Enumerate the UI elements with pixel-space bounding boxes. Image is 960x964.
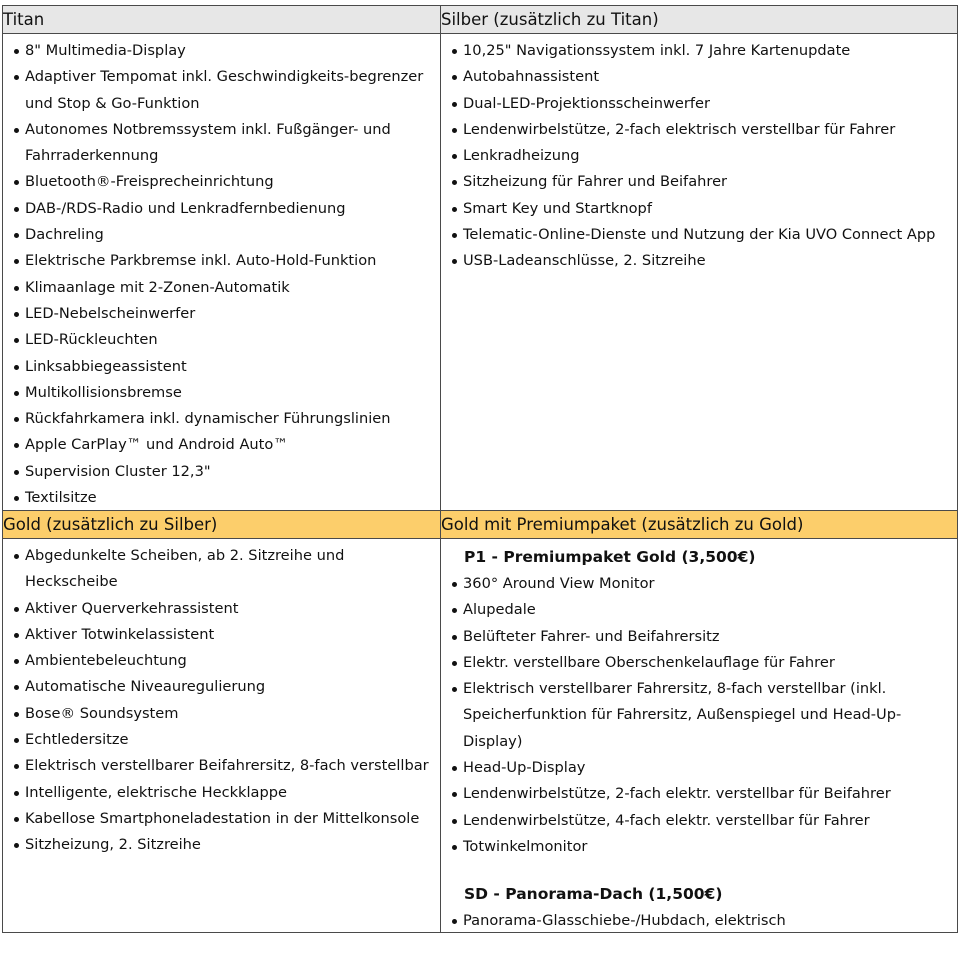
feature-item: Aktiver Totwinkelassistent — [13, 622, 432, 648]
feature-item: Sitzheizung, 2. Sitzreihe — [13, 832, 432, 858]
feature-item: Supervision Cluster 12,3" — [13, 459, 432, 485]
gold-cell — [3, 539, 441, 933]
feature-item: Apple CarPlay™ und Android Auto™ — [13, 432, 432, 458]
feature-item: Abgedunkelte Scheiben, ab 2. Sitzreihe und Heckscheibe — [13, 543, 432, 596]
header-row-bottom — [3, 511, 958, 539]
package-spacer — [451, 860, 949, 880]
feature-item: Elektrisch verstellbarer Beifahrersitz, 8-fach verstellbar — [13, 753, 432, 779]
feature-item: Kabellose Smartphoneladestation in der Mittelkonsole — [13, 806, 432, 832]
feature-item: Dual-LED-Projektionsscheinwerfer — [451, 91, 949, 117]
feature-item: USB-Ladeanschlüsse, 2. Sitzreihe — [451, 248, 949, 274]
feature-item: Alupedale — [451, 597, 949, 623]
feature-item: Linksabbiegeassistent — [13, 354, 432, 380]
titan-header: Titan — [3, 6, 441, 34]
feature-item: Elektrische Parkbremse inkl. Auto-Hold-Funktion — [13, 248, 432, 274]
feature-item: Elektrisch verstellbarer Fahrersitz, 8-fach verstellbar (inkl. Speicherfunktion für Fahrersitz, Außenspiegel und Head-Up-Display) — [451, 676, 949, 755]
feature-item: Lendenwirbelstütze, 4-fach elektr. verstellbar für Fahrer — [451, 808, 949, 834]
silber-feature-list — [451, 38, 949, 275]
feature-item: Autonomes Notbremssystem inkl. Fußgänger- und Fahrraderkennung — [13, 117, 432, 170]
feature-item: 10,25" Navigationssystem inkl. 7 Jahre Kartenupdate — [451, 38, 949, 64]
feature-item: Dachreling — [13, 222, 432, 248]
feature-item: Rückfahrkamera inkl. dynamischer Führungslinien — [13, 406, 432, 432]
feature-item: Totwinkelmonitor — [451, 834, 949, 860]
feature-item: Sitzheizung für Fahrer und Beifahrer — [451, 169, 949, 195]
feature-item: Bluetooth®-Freisprecheinrichtung — [13, 169, 432, 195]
feature-item: Belüfteter Fahrer- und Beifahrersitz — [451, 624, 949, 650]
sd-package-title: SD - Panorama-Dach (1,500€) — [464, 885, 723, 904]
feature-item: Head-Up-Display — [451, 755, 949, 781]
feature-item: Ambientebeleuchtung — [13, 648, 432, 674]
header-row-top — [3, 6, 958, 34]
feature-item: Smart Key und Startknopf — [451, 196, 949, 222]
gold-premium-cell — [441, 539, 958, 933]
feature-item: Elektr. verstellbare Oberschenkelauflage für Fahrer — [451, 650, 949, 676]
feature-item: Klimaanlage mit 2-Zonen-Automatik — [13, 275, 432, 301]
feature-item: Panorama-Glasschiebe-/Hubdach, elektrisch — [451, 908, 949, 934]
feature-item: Telematic-Online-Dienste und Nutzung der Kia UVO Connect App — [451, 222, 949, 248]
feature-item: Lendenwirbelstütze, 2-fach elektrisch verstellbar für Fahrer — [451, 117, 949, 143]
titan-cell — [3, 34, 441, 511]
feature-item: 8" Multimedia-Display — [13, 38, 432, 64]
feature-item: LED-Nebelscheinwerfer — [13, 301, 432, 327]
p1-package-title: P1 - Premiumpaket Gold (3,500€) — [464, 548, 756, 566]
gold-premium-header: Gold mit Premiumpaket (zusätzlich zu Gold) — [441, 511, 958, 539]
feature-item: Textilsitze — [13, 485, 432, 511]
trim-levels-table — [2, 5, 958, 933]
feature-item: Intelligente, elektrische Heckklappe — [13, 780, 432, 806]
titan-feature-list — [13, 38, 432, 511]
feature-item: Autobahnassistent — [451, 64, 949, 90]
gold-header: Gold (zusätzlich zu Silber) — [3, 511, 441, 539]
gold-feature-list — [13, 543, 432, 859]
silber-cell — [441, 34, 958, 511]
feature-item: Aktiver Querverkehrassistent — [13, 596, 432, 622]
content-row-top — [3, 34, 958, 511]
feature-item: DAB-/RDS-Radio und Lenkradfernbedienung — [13, 196, 432, 222]
feature-item: LED-Rückleuchten — [13, 327, 432, 353]
feature-item: Echtledersitze — [13, 727, 432, 753]
feature-item: Multikollisionsbremse — [13, 380, 432, 406]
p1-feature-list — [451, 571, 949, 860]
feature-item: Adaptiver Tempomat inkl. Geschwindigkeits-begrenzer und Stop & Go-Funktion — [13, 64, 432, 117]
silber-header: Silber (zusätzlich zu Titan) — [441, 6, 958, 34]
content-row-bottom — [3, 539, 958, 933]
sd-feature-list — [451, 908, 949, 934]
feature-item: Automatische Niveauregulierung — [13, 674, 432, 700]
feature-item: Bose® Soundsystem — [13, 701, 432, 727]
feature-item: 360° Around View Monitor — [451, 571, 949, 597]
feature-item: Lendenwirbelstütze, 2-fach elektr. verstellbar für Beifahrer — [451, 781, 949, 807]
feature-item: Lenkradheizung — [451, 143, 949, 169]
